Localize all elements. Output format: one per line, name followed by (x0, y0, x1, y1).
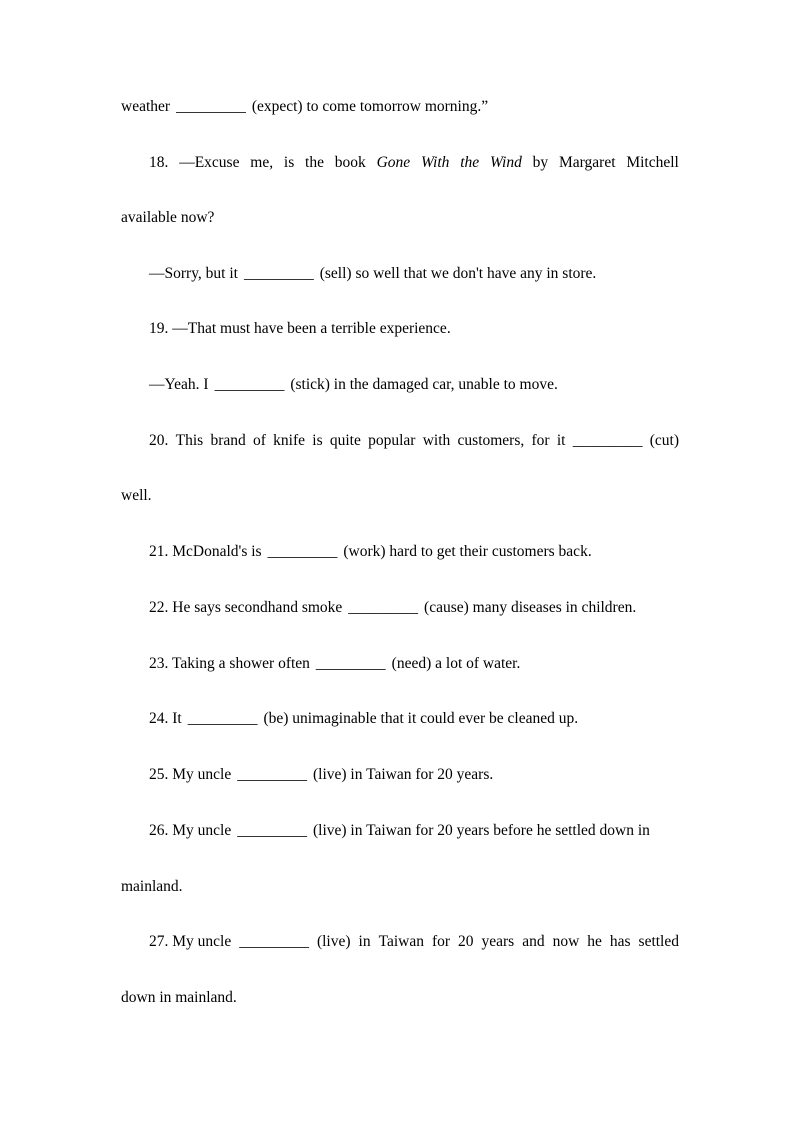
book-title-word: Gone (376, 154, 411, 171)
text: 24. It (149, 710, 182, 727)
text: 23. Taking a shower often (149, 655, 310, 672)
text: (live) in Taiwan for 20 years before he settled down in (312, 822, 650, 839)
text: 26. My uncle (149, 822, 232, 839)
word: This (175, 432, 204, 449)
question-20 (149, 431, 679, 451)
word: now (552, 933, 580, 950)
answer-blank: _________ (348, 599, 419, 616)
word: book (334, 154, 366, 171)
word: for (531, 432, 550, 449)
answer-blank: _________ (315, 655, 386, 672)
word: he (587, 933, 602, 950)
text: 19. —That must have been a terrible experience. (149, 320, 451, 337)
answer-blank: _________ (214, 376, 285, 393)
text: 21. McDonald's is (149, 543, 262, 560)
word: Margaret (558, 154, 616, 171)
text: (stick) in the damaged car, unable to move. (290, 376, 558, 393)
word: is (312, 432, 323, 449)
question-19-reply (149, 375, 679, 395)
answer-blank: _________ (243, 265, 314, 282)
word: years (481, 933, 515, 950)
question-24 (149, 709, 679, 729)
book-title-word: Wind (489, 154, 522, 171)
text: well. (121, 487, 152, 504)
text: weather (121, 98, 171, 115)
question-27-continued (121, 988, 679, 1008)
word: me, (250, 154, 274, 171)
word: for (431, 933, 451, 950)
word: the (305, 154, 324, 171)
word: of (252, 432, 266, 449)
answer-blank: _________ (572, 432, 643, 449)
word: brand (210, 432, 246, 449)
answer-blank: _________ (239, 933, 309, 950)
text: —Sorry, but it (149, 265, 238, 282)
text: down in mainland. (121, 989, 237, 1006)
word: 20. (149, 432, 169, 449)
word: popular (368, 432, 416, 449)
text: (work) hard to get their customers back. (343, 543, 592, 560)
text: available now? (121, 209, 215, 226)
text: (cause) many diseases in children. (424, 599, 637, 616)
word: quite (329, 432, 361, 449)
answer-blank: _________ (187, 710, 258, 727)
text: (expect) to come tomorrow morning.” (251, 98, 489, 115)
answer-blank: _________ (237, 822, 307, 839)
word: settled (638, 933, 679, 950)
text: (live) in Taiwan for 20 years. (312, 766, 494, 783)
word: it (556, 432, 566, 449)
word: (cut) (649, 432, 679, 449)
word: and (522, 933, 545, 950)
question-21 (149, 542, 679, 562)
text: (sell) so well that we don't have any in store. (319, 265, 597, 282)
question-25 (149, 765, 679, 785)
word: in (358, 933, 371, 950)
question-26-continued (121, 877, 679, 897)
text: —Yeah. I (149, 376, 209, 393)
answer-blank: _________ (176, 98, 246, 115)
word: (live) (316, 933, 351, 950)
word: Mitchell (626, 154, 679, 171)
question-22 (149, 598, 679, 618)
word: 27. My uncle (149, 933, 232, 950)
text: 25. My uncle (149, 766, 232, 783)
question-26 (149, 821, 679, 841)
answer-blank: _________ (267, 543, 338, 560)
word: knife (273, 432, 306, 449)
word: customers, (457, 432, 525, 449)
question-27 (149, 932, 679, 952)
question-18-continued (121, 208, 679, 228)
word: has (609, 933, 631, 950)
question-18 (149, 153, 679, 173)
text: (need) a lot of water. (391, 655, 521, 672)
answer-blank: _________ (237, 766, 307, 783)
word: 18. (149, 154, 169, 171)
word: with (422, 432, 451, 449)
question-20-continued (121, 486, 679, 506)
text: (be) unimaginable that it could ever be cleaned up. (263, 710, 579, 727)
line-weather (121, 97, 679, 117)
text: 22. He says secondhand smoke (149, 599, 343, 616)
text: mainland. (121, 878, 183, 895)
word: is (283, 154, 295, 171)
word: Taiwan (378, 933, 424, 950)
question-23 (149, 654, 679, 674)
word: —Excuse (179, 154, 240, 171)
book-title-word: With (421, 154, 450, 171)
book-title-word: the (460, 154, 480, 171)
word: 20 (458, 933, 474, 950)
question-19 (149, 319, 679, 339)
word: by (532, 154, 549, 171)
question-18-reply (149, 264, 679, 284)
